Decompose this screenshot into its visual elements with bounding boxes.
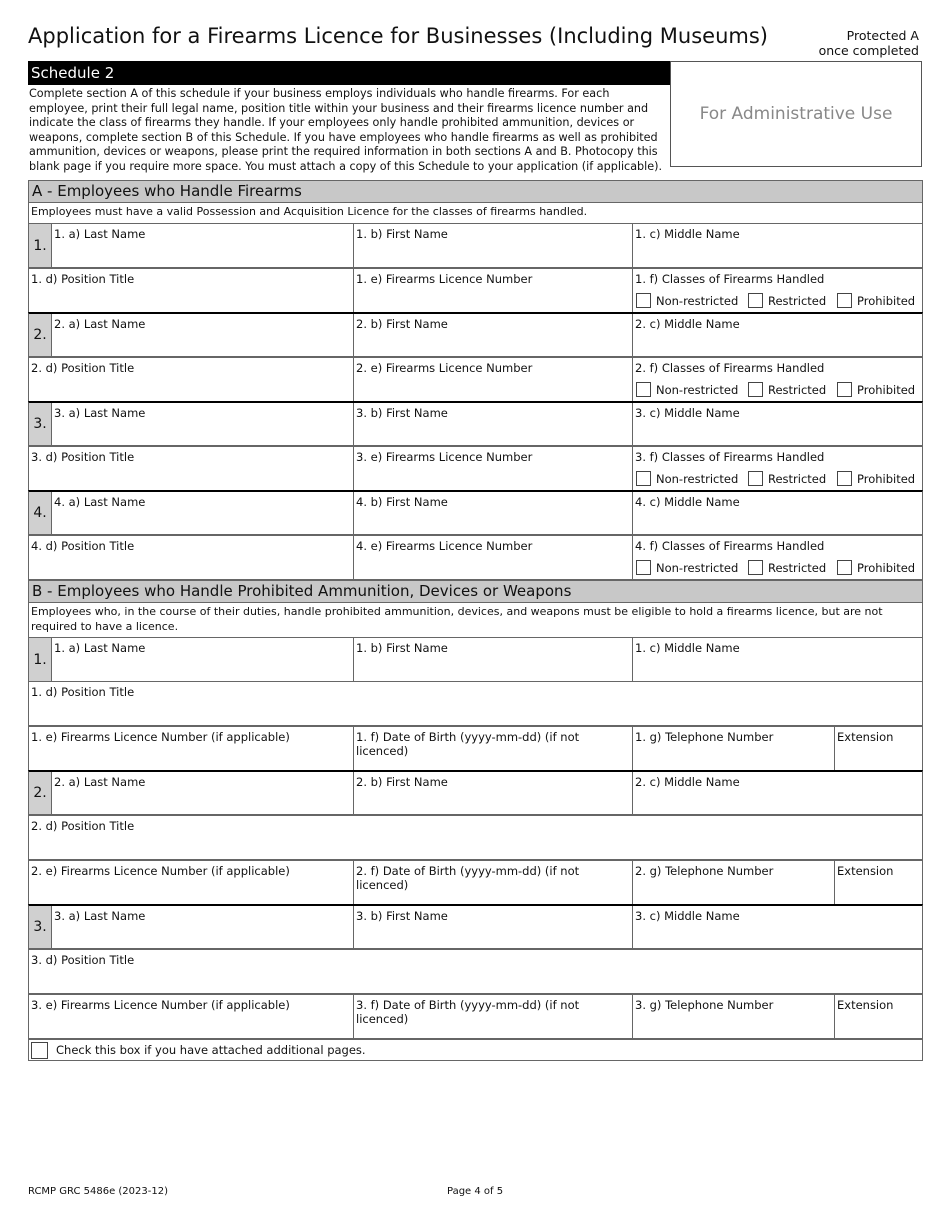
a2-classes-cell (632, 358, 922, 401)
a-employee-2-number: 2. (29, 314, 52, 356)
a4-prohibited-checkbox[interactable] (837, 560, 852, 575)
b2-position-label: 2. d) Position Title (31, 819, 135, 833)
b-employee-1-number: 1. (29, 638, 52, 681)
a3-prohibited-checkbox[interactable] (837, 471, 852, 486)
a3-prohibited-label: Prohibited (857, 471, 916, 486)
b2-last-name-label: 2. a) Last Name (54, 775, 146, 789)
b3-extension-field[interactable] (834, 995, 922, 1038)
a2-position-label: 2. d) Position Title (31, 361, 135, 375)
b3-position-field[interactable] (29, 950, 922, 993)
b3-last-name-field[interactable] (51, 906, 353, 948)
a4-last-name-label: 4. a) Last Name (54, 495, 146, 509)
b2-first-name-label: 2. b) First Name (356, 775, 448, 789)
a-employee-1-name-row (28, 223, 923, 268)
a4-prohibited-option[interactable] (837, 560, 915, 575)
a2-restricted-checkbox[interactable] (748, 382, 763, 397)
b-employee-1-position-row (28, 681, 923, 726)
protected-line-1: Protected A (846, 28, 919, 43)
page-number: Page 4 of 5 (447, 1186, 504, 1197)
b1-phone-field[interactable] (632, 727, 834, 770)
a4-first-name-label: 4. b) First Name (356, 495, 448, 509)
b3-last-name-label: 3. a) Last Name (54, 909, 146, 923)
a2-classes-label: 2. f) Classes of Firearms Handled (635, 361, 825, 375)
b3-middle-name-field[interactable] (632, 906, 922, 948)
b-employee-2-contact-row (28, 860, 923, 905)
a1-middle-name-field[interactable] (632, 224, 922, 267)
b2-position-field[interactable] (29, 816, 922, 859)
b1-last-name-label: 1. a) Last Name (54, 641, 146, 655)
a1-last-name-field[interactable] (51, 224, 353, 267)
a2-position-field[interactable] (29, 358, 353, 401)
b2-dob-label: 2. f) Date of Birth (yyyy-mm-dd) (if not licenced) (356, 864, 580, 892)
a4-first-name-field[interactable] (353, 492, 632, 534)
a1-prohibited-label: Prohibited (857, 293, 916, 308)
a2-licence-label: 2. e) Firearms Licence Number (356, 361, 533, 375)
b2-phone-field[interactable] (632, 861, 834, 904)
a-employee-4-detail-row (28, 535, 923, 580)
a4-restricted-label: Restricted (768, 560, 827, 575)
a1-restricted-label: Restricted (768, 293, 827, 308)
b2-phone-label: 2. g) Telephone Number (635, 864, 774, 878)
a2-middle-name-field[interactable] (632, 314, 922, 356)
a1-classes-label: 1. f) Classes of Firearms Handled (635, 272, 825, 286)
a4-position-field[interactable] (29, 536, 353, 579)
b1-extension-field[interactable] (834, 727, 922, 770)
b3-first-name-label: 3. b) First Name (356, 909, 448, 923)
a2-first-name-label: 2. b) First Name (356, 317, 448, 331)
a1-licence-label: 1. e) Firearms Licence Number (356, 272, 533, 286)
a-employee-4-name-row (28, 490, 923, 535)
a-employee-1-detail-row (28, 268, 923, 313)
a3-first-name-label: 3. b) First Name (356, 406, 448, 420)
b3-dob-field[interactable] (353, 995, 632, 1038)
b3-dob-label: 3. f) Date of Birth (yyyy-mm-dd) (if not licenced) (356, 998, 580, 1026)
b3-first-name-field[interactable] (353, 906, 632, 948)
a-employee-1-number: 1. (29, 224, 52, 267)
b1-middle-name-field[interactable] (632, 638, 922, 681)
a4-licence-field[interactable] (353, 536, 632, 579)
a3-classes-cell (632, 447, 922, 490)
a1-nonrestricted-option[interactable] (636, 293, 738, 308)
b-employee-3-contact-row (28, 994, 923, 1039)
b1-position-field[interactable] (29, 682, 922, 725)
a4-middle-name-field[interactable] (632, 492, 922, 534)
b2-extension-field[interactable] (834, 861, 922, 904)
a-employee-3-name-row (28, 401, 923, 446)
b-employee-1-name-row (28, 637, 923, 682)
a-employee-3-detail-row (28, 446, 923, 491)
a-employee-4-number: 4. (29, 492, 52, 534)
schedule-title: Schedule 2 (28, 61, 671, 85)
b3-phone-field[interactable] (632, 995, 834, 1038)
b2-licence-field[interactable] (29, 861, 353, 904)
a1-restricted-option[interactable] (748, 293, 826, 308)
b1-licence-label: 1. e) Firearms Licence Number (if applicable) (31, 730, 290, 744)
b-employee-3-number: 3. (29, 906, 52, 948)
b1-licence-field[interactable] (29, 727, 353, 770)
a4-prohibited-label: Prohibited (857, 560, 916, 575)
a1-first-name-field[interactable] (353, 224, 632, 267)
section-b-heading: B - Employees who Handle Prohibited Ammunition, Devices or Weapons (28, 580, 923, 603)
a3-licence-field[interactable] (353, 447, 632, 490)
a3-nonrestricted-label: Non-restricted (656, 471, 739, 486)
a2-first-name-field[interactable] (353, 314, 632, 356)
b-employee-2-number: 2. (29, 772, 52, 814)
a3-classes-label: 3. f) Classes of Firearms Handled (635, 450, 825, 464)
a3-licence-label: 3. e) Firearms Licence Number (356, 450, 533, 464)
a1-position-field[interactable] (29, 269, 353, 312)
a3-position-label: 3. d) Position Title (31, 450, 135, 464)
section-a-note: Employees must have a valid Possession and Acquisition Licence for the classes of firearms handled. (28, 203, 923, 224)
a1-last-name-label: 1. a) Last Name (54, 227, 146, 241)
a4-middle-name-label: 4. c) Middle Name (635, 495, 740, 509)
form-title: Application for a Firearms Licence for Businesses (Including Museums) (28, 24, 768, 48)
b-employee-2-position-row (28, 815, 923, 860)
b3-position-label: 3. d) Position Title (31, 953, 135, 967)
form-code: RCMP GRC 5486e (2023-12) (28, 1186, 168, 1197)
a1-licence-field[interactable] (353, 269, 632, 312)
b1-last-name-field[interactable] (51, 638, 353, 681)
a4-last-name-field[interactable] (51, 492, 353, 534)
b1-extension-label: Extension (837, 730, 894, 744)
b1-phone-label: 1. g) Telephone Number (635, 730, 774, 744)
a2-nonrestricted-option[interactable] (636, 382, 738, 397)
b2-middle-name-field[interactable] (632, 772, 922, 814)
b3-licence-label: 3. e) Firearms Licence Number (if applicable) (31, 998, 290, 1012)
a2-restricted-option[interactable] (748, 382, 826, 397)
b3-extension-label: Extension (837, 998, 894, 1012)
section-b-note: Employees who, in the course of their duties, handle prohibited ammunition, devices, and weapons must be eligible to hold a firearms licence, but are not required to have a licence. (28, 603, 923, 638)
b2-middle-name-label: 2. c) Middle Name (635, 775, 740, 789)
a-employee-2-detail-row (28, 357, 923, 402)
b1-dob-field[interactable] (353, 727, 632, 770)
schedule-intro: Complete section A of this schedule if your business employs individuals who handle firearms. For each employee, print their full legal name, position title within your business and their firearms licence number and indicate the class of firearms they handle. If your employees only handle prohibited ammunition, devices or weapons, complete section B of this Schedule. If you have employees who handle firearms as well as prohibited ammunition, devices or weapons, please print the required information in both sections A and B. Photocopy this blank page if you require more space. You must attach a copy of this Schedule to your application (if applicable). (29, 87, 663, 173)
b2-extension-label: Extension (837, 864, 894, 878)
a-employee-2-name-row (28, 312, 923, 357)
b2-first-name-field[interactable] (353, 772, 632, 814)
a3-nonrestricted-checkbox[interactable] (636, 471, 651, 486)
a3-prohibited-option[interactable] (837, 471, 915, 486)
b2-licence-label: 2. e) Firearms Licence Number (if applicable) (31, 864, 290, 878)
a3-restricted-label: Restricted (768, 471, 827, 486)
a3-restricted-option[interactable] (748, 471, 826, 486)
a1-prohibited-checkbox[interactable] (837, 293, 852, 308)
a-employee-3-number: 3. (29, 403, 52, 445)
a4-licence-label: 4. e) Firearms Licence Number (356, 539, 533, 553)
a3-last-name-field[interactable] (51, 403, 353, 445)
a2-prohibited-label: Prohibited (857, 382, 916, 397)
a4-nonrestricted-option[interactable] (636, 560, 738, 575)
section-a-heading: A - Employees who Handle Firearms (28, 180, 923, 203)
a2-nonrestricted-label: Non-restricted (656, 382, 739, 397)
admin-use-box (670, 61, 922, 167)
b1-middle-name-label: 1. c) Middle Name (635, 641, 740, 655)
additional-pages-row (28, 1039, 923, 1061)
b1-first-name-field[interactable] (353, 638, 632, 681)
admin-use-label: For Administrative Use (699, 104, 893, 124)
a2-prohibited-checkbox[interactable] (837, 382, 852, 397)
a3-restricted-checkbox[interactable] (748, 471, 763, 486)
a1-nonrestricted-checkbox[interactable] (636, 293, 651, 308)
a1-restricted-checkbox[interactable] (748, 293, 763, 308)
a4-restricted-option[interactable] (748, 560, 826, 575)
a2-last-name-field[interactable] (51, 314, 353, 356)
b1-position-label: 1. d) Position Title (31, 685, 135, 699)
b3-middle-name-label: 3. c) Middle Name (635, 909, 740, 923)
a1-position-label: 1. d) Position Title (31, 272, 135, 286)
a1-first-name-label: 1. b) First Name (356, 227, 448, 241)
a2-prohibited-option[interactable] (837, 382, 915, 397)
b-employee-3-name-row (28, 904, 923, 949)
a2-nonrestricted-checkbox[interactable] (636, 382, 651, 397)
a4-classes-label: 4. f) Classes of Firearms Handled (635, 539, 825, 553)
a3-middle-name-field[interactable] (632, 403, 922, 445)
a4-position-label: 4. d) Position Title (31, 539, 135, 553)
a1-middle-name-label: 1. c) Middle Name (635, 227, 740, 241)
a1-prohibited-option[interactable] (837, 293, 915, 308)
a4-nonrestricted-checkbox[interactable] (636, 560, 651, 575)
additional-pages-checkbox[interactable] (31, 1042, 48, 1059)
b1-dob-label: 1. f) Date of Birth (yyyy-mm-dd) (if not licenced) (356, 730, 580, 758)
a2-licence-field[interactable] (353, 358, 632, 401)
additional-pages-label: Check this box if you have attached additional pages. (56, 1043, 366, 1057)
b2-dob-field[interactable] (353, 861, 632, 904)
a1-nonrestricted-label: Non-restricted (656, 293, 739, 308)
protected-line-2: once completed (818, 43, 919, 58)
a3-last-name-label: 3. a) Last Name (54, 406, 146, 420)
b3-licence-field[interactable] (29, 995, 353, 1038)
a2-restricted-label: Restricted (768, 382, 827, 397)
a2-middle-name-label: 2. c) Middle Name (635, 317, 740, 331)
protected-notice (819, 28, 919, 58)
a3-position-field[interactable] (29, 447, 353, 490)
a4-nonrestricted-label: Non-restricted (656, 560, 739, 575)
a1-classes-cell (632, 269, 922, 312)
b-employee-3-position-row (28, 949, 923, 994)
a2-last-name-label: 2. a) Last Name (54, 317, 146, 331)
b2-last-name-field[interactable] (51, 772, 353, 814)
a3-nonrestricted-option[interactable] (636, 471, 738, 486)
a4-classes-cell (632, 536, 922, 579)
a3-first-name-field[interactable] (353, 403, 632, 445)
b3-phone-label: 3. g) Telephone Number (635, 998, 774, 1012)
b-employee-1-contact-row (28, 726, 923, 771)
b1-first-name-label: 1. b) First Name (356, 641, 448, 655)
a4-restricted-checkbox[interactable] (748, 560, 763, 575)
b-employee-2-name-row (28, 770, 923, 815)
a3-middle-name-label: 3. c) Middle Name (635, 406, 740, 420)
